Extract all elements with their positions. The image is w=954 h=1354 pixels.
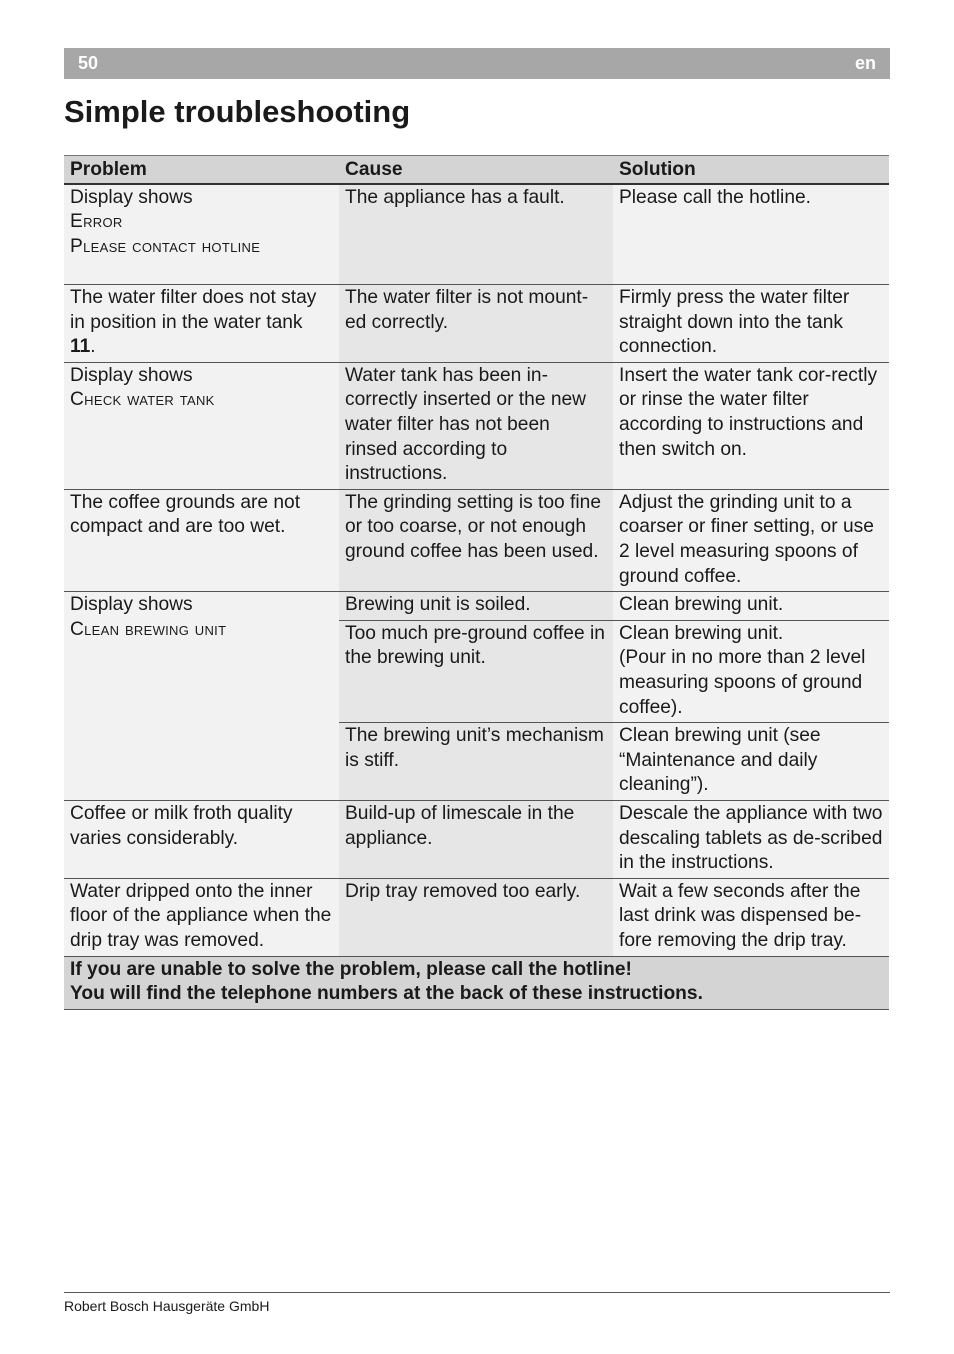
cause-cell: Water tank has been in-correctly inserted or the new water filter has not been rinsed according to instructions. [339,362,613,489]
cause-cell: The grinding setting is too fine or too coarse, or not enough ground coffee has been used. [339,489,613,591]
footer-company: Robert Bosch Hausgeräte GmbH [64,1298,270,1314]
column-header-solution: Solution [613,156,889,184]
solution-cell: Firmly press the water filter straight down into the tank connection. [613,285,889,363]
part-number: 11 [70,336,91,358]
solution-cell: Wait a few seconds after the last drink was dispensed be-fore removing the drip tray. [613,878,889,956]
solution-cell: Adjust the grinding unit to a coarser or finer setting, or use 2 level measuring spoons of ground coffee. [613,489,889,591]
problem-cell [64,362,339,489]
cause-cell: Too much pre-ground coffee in the brewing unit. [339,620,613,722]
table-row [64,285,889,363]
problem-text: Display shows [70,594,193,616]
footer-divider [64,1292,890,1293]
cause-cell: The brewing unit’s mechanism is stiff. [339,723,613,801]
solution-cell: Please call the hotline. [613,184,889,285]
problem-cell: Water dripped onto the inner floor of the appliance when the drip tray was removed. [64,878,339,956]
cause-cell: The appliance has a fault. [339,184,613,285]
table-row [64,801,889,879]
hotline-note-line: You will find the telephone numbers at the back of these instructions. [70,983,703,1005]
solution-note: (Pour in no more than 2 level measuring spoons of ground coffee). [619,647,866,718]
troubleshooting-table [64,155,889,1010]
display-message: Error [70,211,123,233]
problem-cell: Coffee or milk froth quality varies considerably. [64,801,339,879]
problem-text: Display shows [70,186,193,208]
table-row [64,362,889,489]
table-row [64,184,889,285]
column-header-cause: Cause [339,156,613,184]
display-message: Check water tank [70,389,215,411]
table-footer-row [64,956,889,1009]
page-number: 50 [78,53,99,73]
solution-cell: Descale the appliance with two descaling tablets as de-scribed in the instructions. [613,801,889,879]
cause-cell: The water filter is not mount-ed correctly. [339,285,613,363]
problem-cell [64,184,339,285]
hotline-note-line: If you are unable to solve the problem, please call the hotline! [70,958,632,980]
solution-text: Clean brewing unit. [619,622,784,644]
problem-cell [64,285,339,363]
column-header-problem: Problem [64,156,339,184]
table-header-row [64,156,889,184]
solution-cell: Insert the water tank cor-rectly or rinse the water filter according to instructions and then switch on. [613,362,889,489]
page-header-bar [64,48,890,79]
display-message: Please contact hotline [70,235,261,257]
table-row [64,878,889,956]
problem-cell: The coffee grounds are not compact and are too wet. [64,489,339,591]
cause-cell: Brewing unit is soiled. [339,592,613,621]
solution-cell: Clean brewing unit (see “Maintenance and daily cleaning”). [613,723,889,801]
solution-cell [613,620,889,722]
problem-text: The water filter does not stay in position in the water tank [70,287,317,333]
table-row [64,489,889,591]
display-message: Clean brewing unit [70,618,227,640]
problem-cell [64,592,339,801]
cause-cell: Drip tray removed too early. [339,878,613,956]
language-code: en [854,53,876,73]
hotline-note [64,956,889,1009]
cause-cell: Build-up of limescale in the appliance. [339,801,613,879]
problem-text: Display shows [70,364,193,386]
solution-cell: Clean brewing unit. [613,592,889,621]
table-row [64,592,889,621]
problem-text-end: . [90,336,96,358]
page-title: Simple troubleshooting [64,94,411,129]
